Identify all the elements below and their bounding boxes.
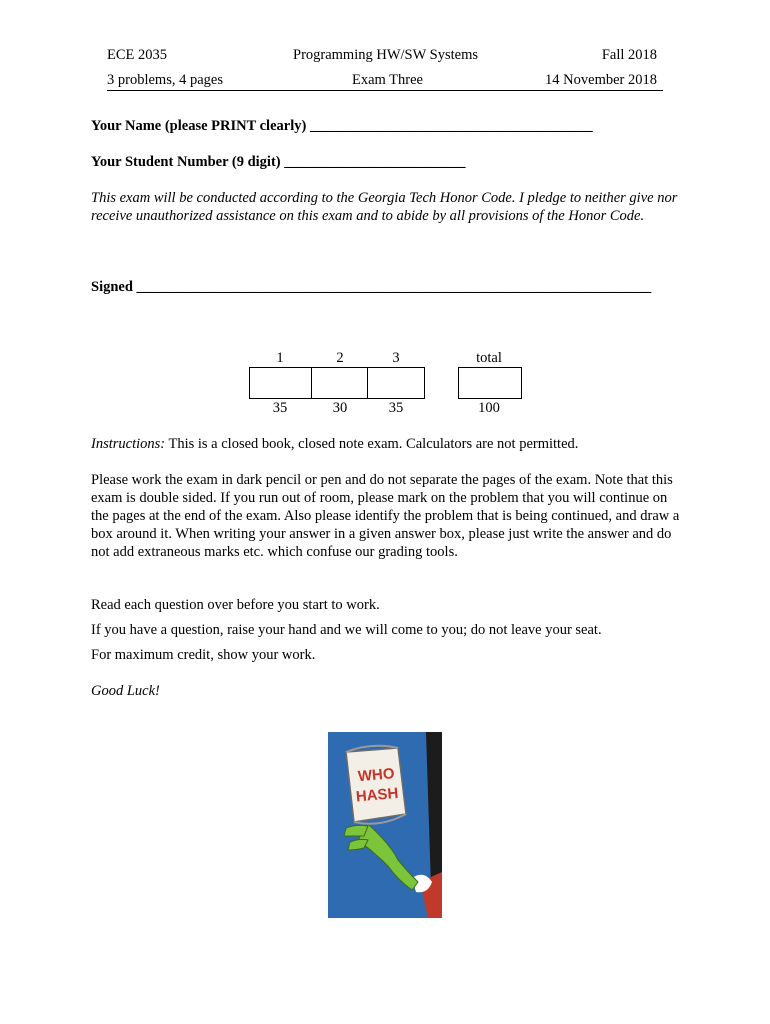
note-raise-hand: If you have a question, raise your hand and we will come to you; do not leave your seat. [91, 622, 602, 638]
student-number-line[interactable]: _________________________ [284, 154, 466, 170]
score-points-1: 35 [272, 400, 288, 416]
instructions [91, 436, 578, 453]
score-header-2: 2 [336, 350, 344, 366]
header-row-2 [107, 72, 663, 90]
honor-code-statement: This exam will be conducted according to the Georgia Tech Honor Code. I pledge to neither give nor receive unauthorized assistance on this exam and to abide by all provisions of the Honor Code. [91, 190, 678, 224]
name-line[interactable]: _______________________________________ [309, 118, 593, 134]
score-points-3: 35 [388, 400, 404, 416]
work-instructions-paragraph: Please work the exam in dark pencil or pen and do not separate the pages of the exam. Note that this exam is double sided. If you run out of room, please mark on the problem that you will continue on the pages at the end of the exam. Also please identify the problem that is being continued, and draw a box around it. When writing your answer in a given answer box, please just write the answer and do not add extraneous marks etc. which confuse our grading tools. [91, 472, 680, 560]
exam-date: 14 November 2018 [545, 72, 657, 88]
score-header-total: total [476, 350, 502, 366]
header-row-1 [107, 47, 663, 65]
exam-name: Exam Three [352, 72, 423, 88]
score-header-1: 1 [276, 350, 284, 366]
signed-label: Signed [91, 279, 133, 295]
course-code: ECE 2035 [107, 47, 168, 63]
score-header-3: 3 [392, 350, 400, 366]
signature-field[interactable] [91, 279, 651, 296]
instructions-text: This is a closed book, closed note exam. Calculators are not permitted. [165, 436, 579, 452]
score-points-2: 30 [332, 400, 348, 416]
score-points-total: 100 [478, 400, 500, 416]
note-read-questions: Read each question over before you start to work. [91, 597, 380, 613]
score-total-table [458, 367, 522, 399]
score-box-3 [368, 368, 425, 399]
score-box-total [459, 368, 522, 399]
can-label-line-1: WHO [357, 765, 396, 786]
score-box-1 [250, 368, 312, 399]
student-number-label: Your Student Number (9 digit) [91, 154, 281, 170]
header-rule [107, 90, 663, 91]
who-hash-illustration [328, 732, 442, 918]
problems-pages: 3 problems, 4 pages [107, 72, 223, 88]
signature-line[interactable]: _______________________________________________________________________ [136, 279, 652, 295]
student-number-field[interactable] [91, 154, 465, 171]
good-luck: Good Luck! [91, 683, 160, 699]
term: Fall 2018 [601, 47, 657, 63]
finger-shape [344, 825, 368, 836]
score-table [249, 367, 425, 399]
instructions-label: Instructions: [91, 436, 166, 452]
can-label-line-2: HASH [355, 784, 400, 806]
course-title: Programming HW/SW Systems [293, 47, 479, 63]
name-label: Your Name (please PRINT clearly) [91, 118, 307, 134]
note-show-work: For maximum credit, show your work. [91, 647, 316, 663]
who-hash-can-image [328, 732, 442, 918]
score-box-2 [312, 368, 368, 399]
name-field[interactable] [91, 118, 593, 135]
